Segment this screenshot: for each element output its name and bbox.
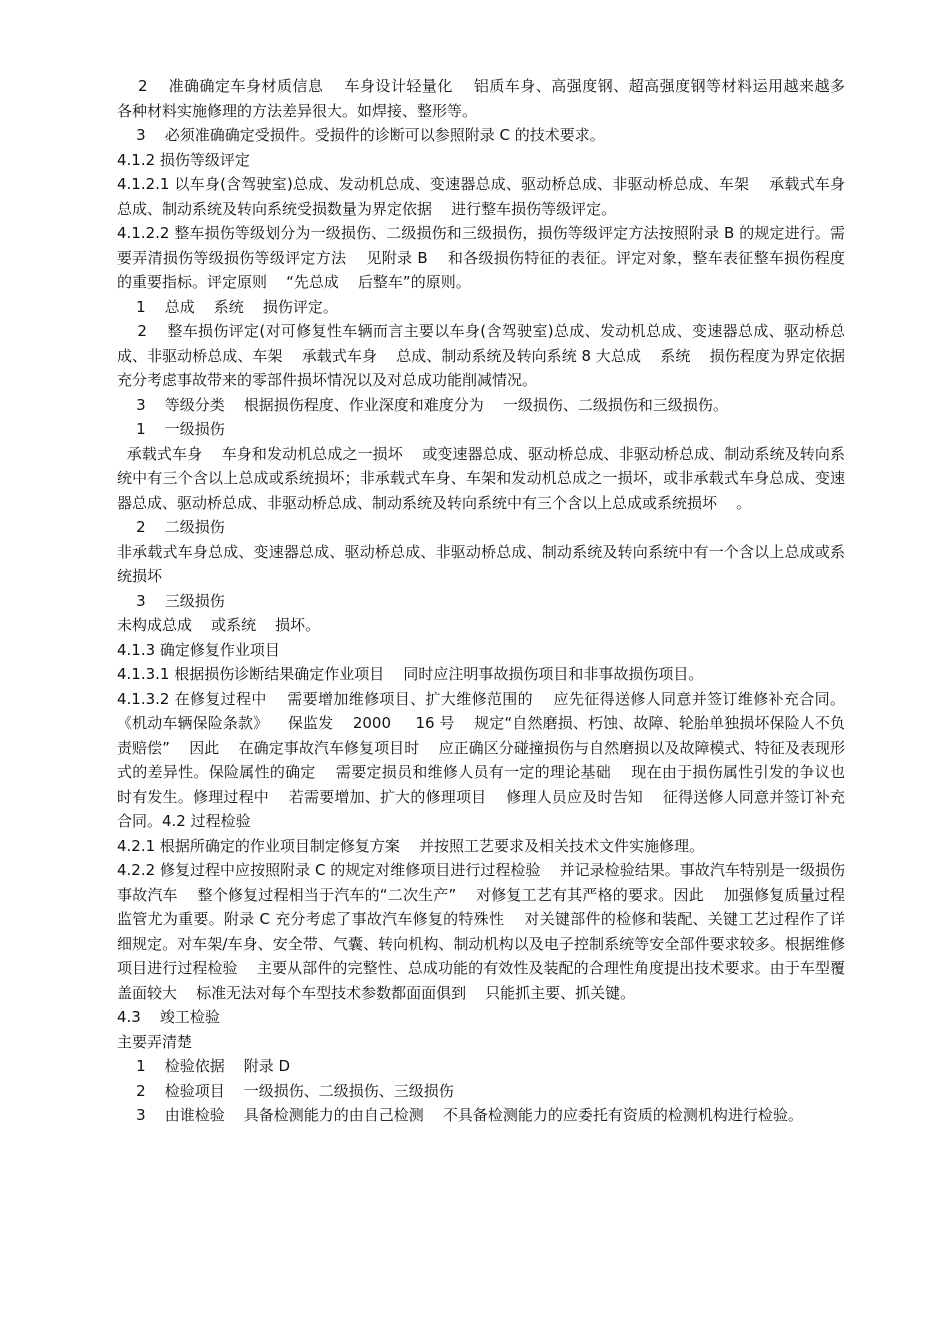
paragraph-item-3: 3 必须准确确定受损件。受损件的诊断可以参照附录 C 的技术要求。 [117, 126, 605, 144]
clause-4-1-3-1: 4.1.3.1 根据损伤诊断结果确定作业项目 同时应注明事故损伤项目和非事故损伤项目。 [117, 665, 704, 683]
level-one-description: 承载式车身 车身和发动机总成之一损坏 或变速器总成、驱动桥总成、非驱动桥总成、制动系统及转向系统中有三个含以上总成或系统损坏；非承载式车身、车架和发动机总成之一损坏，或非承载式车身总成、变速器总成、驱动桥总成、非驱动桥总成、制动系统及转向系统中有三个含以上总成或系统损坏 。 [117, 444, 845, 512]
subheading-main-points: 主要弄清楚 [117, 1032, 193, 1051]
level-two-heading: 2 二级损伤 [117, 518, 225, 536]
inspection-item-2: 2 检验项目 一级损伤、二级损伤、三级损伤 [117, 1081, 454, 1100]
inspection-item-3: 3 由谁检验 具备检测能力的由自己检测 不具备检测能力的应委托有资质的检测机构进行检验。 [117, 1106, 803, 1124]
list-item-2: 2 整车损伤评定(对可修复性车辆而言主要以车身(含驾驶室)总成、发动机总成、变速器总成、驱动桥总成、非驱动桥总成、车架 承载式车身 总成、制动系统及转向系统 8 大总成 系统 损伤程度为界定依据 充分考虑事故带来的零部件损坏情况以及对总成功能削减情况。 [117, 322, 865, 389]
clause-4-1-2-2: 4.1.2.2 整车损伤等级划分为一级损伤、二级损伤和三级损伤，损伤等级评定方法按照附录 B 的规定进行。需要弄清损伤等级损伤等级评定方法 见附录 B 和各级损伤特征的表征。评定对象，整车表征整车损伤程度的重要指标。评定原则 “先总成 后整车”的原则。 [117, 224, 845, 291]
paragraph-item-2: 2 准确确定车身材质信息 车身设计轻量化 铝质车身、高强度钢、超高强度钢等材料运用越来越多 各种材料实施修理的方法差异很大。如焊接、整形等。 [117, 77, 865, 120]
section-heading-4-3: 4.3 竣工检验 [117, 1008, 220, 1026]
clause-4-1-2-1: 4.1.2.1 以车身(含驾驶室)总成、发动机总成、变速器总成、驱动桥总成、非驱动桥总成、车架 承载式车身 总成、制动系统及转向系统受损数量为界定依据 进行整车损伤等级评定。 [117, 175, 865, 218]
document-page [117, 74, 865, 1128]
inspection-item-1: 1 检验依据 附录 D [117, 1057, 291, 1075]
list-item-1: 1 总成 系统 损伤评定。 [117, 297, 338, 316]
list-item-3: 3 等级分类 根据损伤程度、作业深度和难度分为 一级损伤、二级损伤和三级损伤。 [117, 395, 728, 414]
clause-4-2-2: 4.2.2 修复过程中应按照附录 C 的规定对维修项目进行过程检验 并记录检验结果。事故汽车特别是一级损伤事故汽车 整个修复过程相当于汽车的“二次生产” 对修复工艺有其严格的要求。因此 加强修复质量过程监管尤为重要。附录 C 充分考虑了事故汽车修复的特殊性 对关键部件的检修和装配、关键工艺过程作了详细规定。对车架/车身、安全带、气囊、转向机构、制动机构以及电子控制系统等安全部件要求较多。根据维修项目进行过程检验 主要从部件的完整性、总成功能的有效性及装配的合理性角度提出技术要求。由于车型覆盖面较大 标准无法对每个车型技术参数都面面俱到 只能抓主要、抓关键。 [117, 861, 845, 1002]
level-three-heading: 3 三级损伤 [117, 591, 225, 610]
level-three-description: 未构成总成 或系统 损坏。 [117, 616, 321, 634]
level-one-heading: 1 一级损伤 [117, 420, 225, 438]
clause-4-1-3-2: 4.1.3.2 在修复过程中 需要增加维修项目、扩大维修范围的 应先征得送修人同意并签订维修补充合同。《机动车辆保险条款》 保监发 2000 16 号 规定“自然磨损、朽蚀、故障、轮胎单独损坏保险人不负责赔偿” 因此 在确定事故汽车修复项目时 应正确区分碰撞损伤与自然磨损以及故障模式、特征及表现形式的差异性。保险属性的确定 需要定损员和维修人员有一定的理论基础 现在由于损伤属性引发的争议也时有发生。修理过程中 若需要增加、扩大的修理项目 修理人员应及时告知 征得送修人同意并签订补充合同。4.2 过程检验 [117, 689, 845, 830]
level-two-description: 非承载式车身总成、变速器总成、驱动桥总成、非驱动桥总成、制动系统及转向系统中有一个含以上总成或系统损坏 [117, 542, 845, 585]
section-heading-4-1-2: 4.1.2 损伤等级评定 [117, 150, 250, 169]
section-heading-4-1-3: 4.1.3 确定修复作业项目 [117, 640, 280, 659]
clause-4-2-1: 4.2.1 根据所确定的作业项目制定修复方案 并按照工艺要求及相关技术文件实施修理。 [117, 836, 705, 855]
